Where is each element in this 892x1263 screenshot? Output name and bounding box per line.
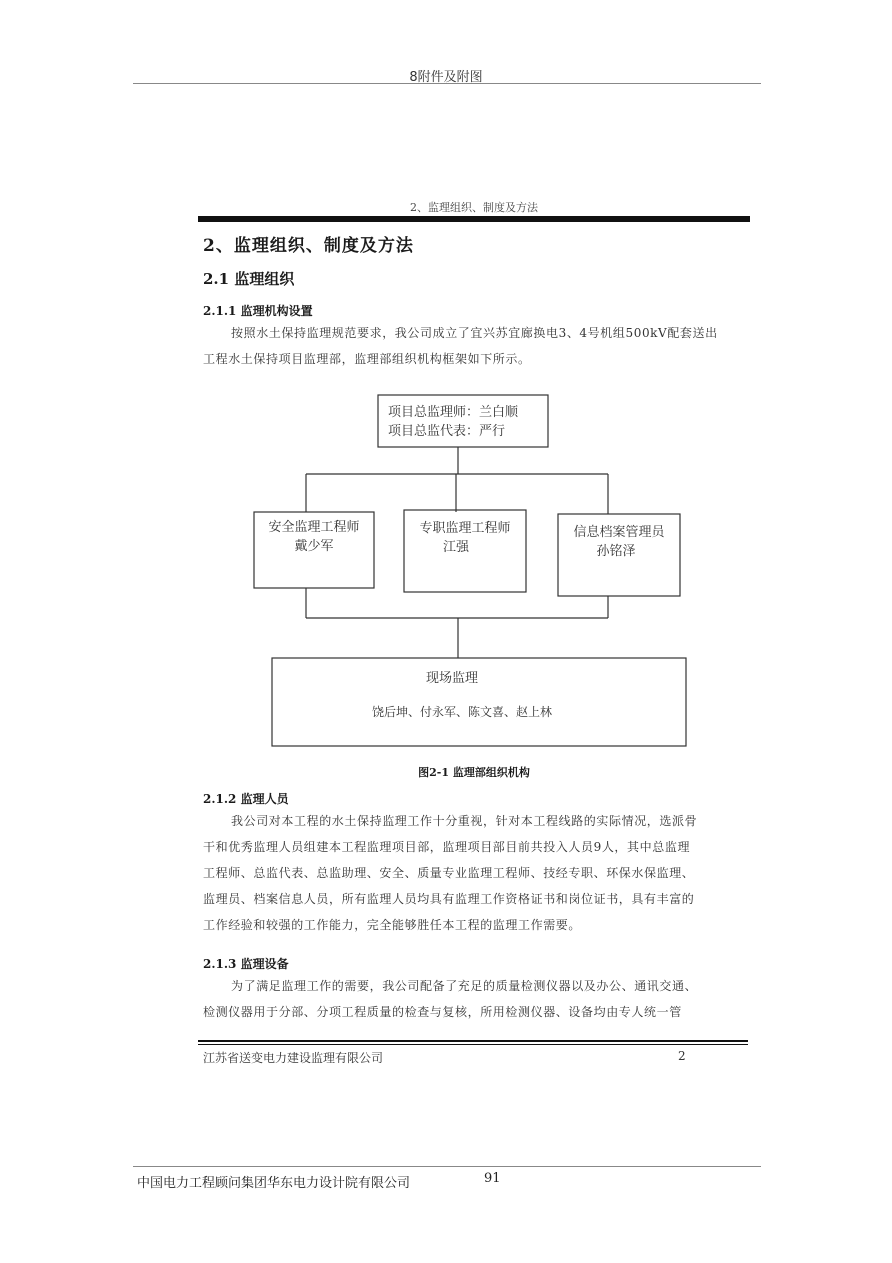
bottom-box-title: 现场监理 — [425, 671, 479, 686]
paragraph-line: 按照水土保持监理规范要求，我公司成立了宜兴苏宜廊换电3、4号机组500kV配套送出 — [231, 326, 718, 340]
inner-page-number: 2 — [678, 1049, 686, 1063]
paragraph-line: 工程水土保持项目监理部，监理部组织机构框架如下所示。 — [203, 352, 531, 366]
top-box — [378, 395, 548, 447]
subsubsection-heading-2-1-3: 2.1.3 监理设备 — [203, 957, 289, 971]
bottom-box — [272, 658, 686, 746]
mid-box-1-line1: 安全监理工程师 — [268, 520, 360, 535]
paragraph-line: 工作经验和较强的工作能力，完全能够胜任本工程的监理工作需要。 — [203, 918, 582, 932]
outer-page-number: 91 — [484, 1171, 501, 1186]
paragraph-line: 干和优秀监理人员组建本工程监理项目部，监理项目部目前共投入人员9人，其中总监理 — [203, 840, 691, 854]
section-heading: 2、监理组织、制度及方法 — [203, 236, 414, 256]
paragraph-2-1-3 — [203, 973, 755, 1025]
mid-box-1-line2: 戴少军 — [294, 539, 334, 554]
bottom-box-names: 饶后坤、付永军、陈文喜、赵上林 — [371, 705, 553, 719]
outer-footer-company: 中国电力工程顾问集团华东电力设计院有限公司 — [137, 1176, 411, 1191]
outer-footer-rule — [133, 1166, 761, 1167]
inner-footer-company: 江苏省送变电力建设监理有限公司 — [203, 1051, 384, 1065]
paragraph-line: 为了满足监理工作的需要，我公司配备了充足的质量检测仪器以及办公、通讯交通、 — [231, 979, 698, 993]
outer-header-rule — [133, 83, 761, 84]
top-box-line2: 项目总监代表：严行 — [388, 424, 506, 439]
inner-header-rule — [198, 216, 750, 222]
paragraph-2-1-1 — [203, 320, 755, 372]
top-box-line1: 项目总监理师：兰白顺 — [388, 405, 519, 420]
inner-header-title: 2、监理组织、制度及方法 — [410, 201, 538, 214]
figure-caption: 图2-1 监理部组织机构 — [418, 766, 530, 779]
paragraph-line: 我公司对本工程的水土保持监理工作十分重视，针对本工程线路的实际情况，选派骨 — [231, 814, 698, 828]
paragraph-line: 工程师、总监代表、总监助理、安全、质量专业监理工程师、技经专职、环保水保监理、 — [203, 866, 695, 880]
mid-box-2-line1: 专职监理工程师 — [419, 521, 511, 536]
inner-footer-rule — [198, 1040, 748, 1042]
subsubsection-heading-2-1-1: 2.1.1 监理机构设置 — [203, 304, 313, 318]
subsubsection-heading-2-1-2: 2.1.2 监理人员 — [203, 792, 289, 806]
paragraph-line: 监理员、档案信息人员，所有监理人员均具有监理工作资格证书和岗位证书，具有丰富的 — [203, 892, 695, 906]
paragraph-2-1-2 — [203, 808, 755, 938]
mid-box-3-line2: 孙铭泽 — [596, 544, 636, 559]
mid-box-3-line1: 信息档案管理员 — [573, 525, 665, 540]
org-chart — [246, 390, 706, 765]
outer-header-title: 8附件及附图 — [409, 70, 483, 85]
paragraph-line: 检测仪器用于分部、分项工程质量的检查与复核，所用检测仪器、设备均由专人统一管 — [203, 1005, 682, 1019]
subsection-heading: 2.1 监理组织 — [203, 270, 295, 288]
inner-footer-rule — [198, 1044, 748, 1045]
mid-box-2-line2: 江强 — [442, 540, 470, 555]
